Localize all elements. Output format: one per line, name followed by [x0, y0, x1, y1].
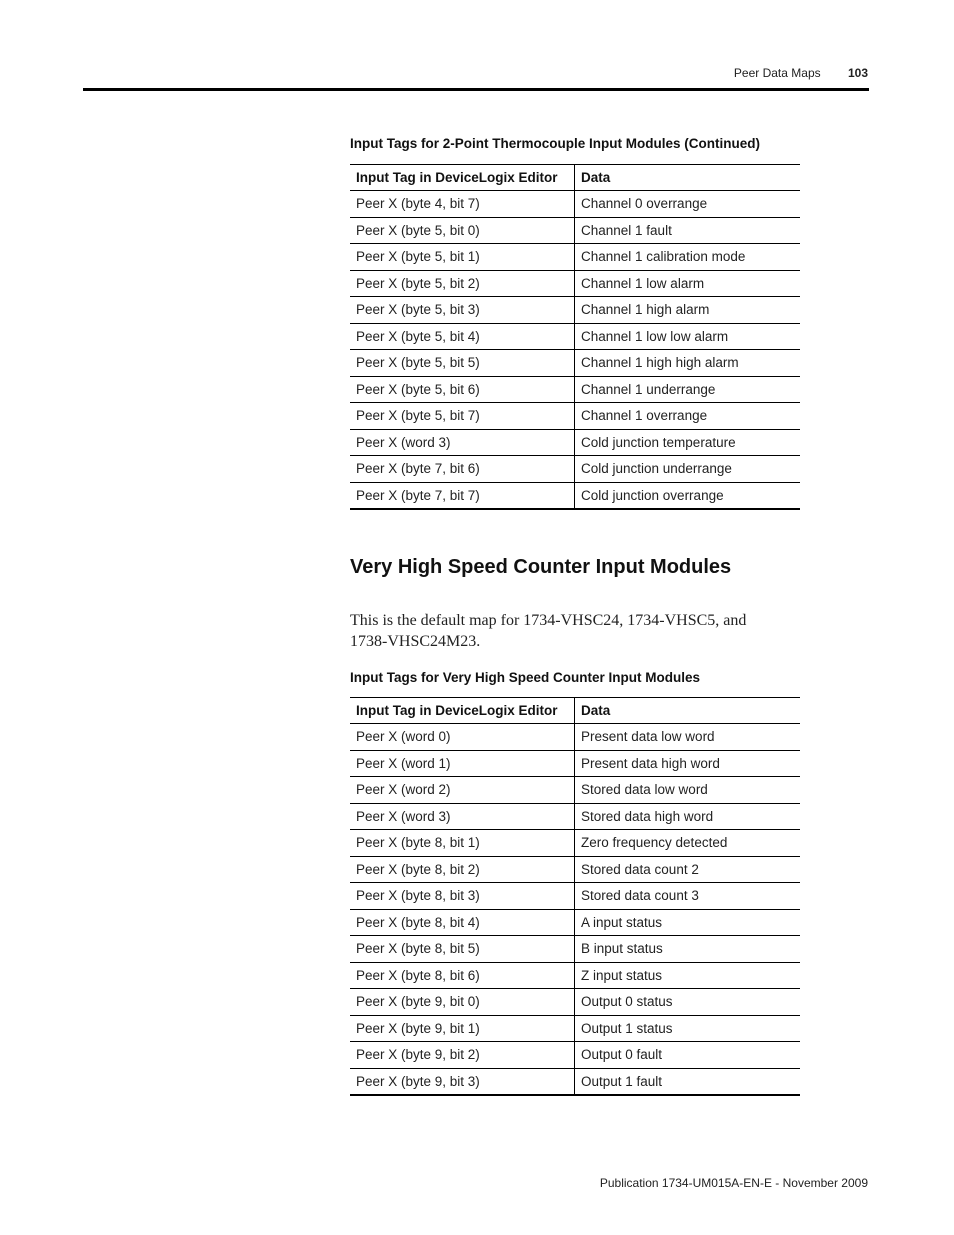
section-body-text: This is the default map for 1734-VHSC24, 1734-VHSC5, and 1738-VHSC24M23. [350, 612, 747, 650]
input-tag-cell: Peer X (byte 9, bit 0) [350, 989, 575, 1016]
data-cell: Output 0 status [575, 989, 801, 1016]
data-cell: Present data low word [575, 724, 801, 751]
input-tag-cell: Peer X (byte 8, bit 3) [350, 883, 575, 910]
input-tag-cell: Peer X (word 1) [350, 750, 575, 777]
input-tag-cell: Peer X (byte 7, bit 7) [350, 482, 575, 509]
input-tag-cell: Peer X (byte 8, bit 4) [350, 909, 575, 936]
data-cell: Channel 1 high alarm [575, 297, 801, 324]
table-row [350, 482, 800, 509]
data-cell: Channel 1 high high alarm [575, 350, 801, 377]
table-row [350, 803, 800, 830]
table1-caption: Input Tags for 2-Point Thermocouple Input Modules (Continued) [350, 136, 760, 151]
data-cell: Z input status [575, 962, 801, 989]
data-cell: Channel 1 low low alarm [575, 323, 801, 350]
publication-footer: Publication 1734-UM015A-EN-E - November 2009 [599, 1176, 868, 1190]
data-cell: Stored data low word [575, 777, 801, 804]
data-cell: Cold junction temperature [575, 429, 801, 456]
input-tag-cell: Peer X (byte 5, bit 0) [350, 217, 575, 244]
table-header-row [350, 165, 800, 191]
data-cell: Cold junction underrange [575, 456, 801, 483]
table-row [350, 989, 800, 1016]
data-cell: Channel 1 calibration mode [575, 244, 801, 271]
data-cell: Stored data count 3 [575, 883, 801, 910]
header-section-title: Peer Data Maps [733, 66, 821, 80]
data-cell: Channel 1 fault [575, 217, 801, 244]
table-row [350, 376, 800, 403]
input-tag-cell: Peer X (byte 9, bit 2) [350, 1042, 575, 1069]
table-row [350, 830, 800, 857]
running-header [734, 66, 868, 80]
table-row [350, 1015, 800, 1042]
section-heading: Very High Speed Counter Input Modules [350, 556, 732, 578]
input-tag-cell: Peer X (word 3) [350, 429, 575, 456]
table-row [350, 297, 800, 324]
table-row [350, 244, 800, 271]
table1-body [350, 191, 800, 510]
input-tag-cell: Peer X (byte 9, bit 3) [350, 1068, 575, 1095]
table-row [350, 750, 800, 777]
vhsc-input-tags-table [350, 697, 800, 1096]
data-cell: A input status [575, 909, 801, 936]
table-row [350, 403, 800, 430]
table-row [350, 270, 800, 297]
input-tag-cell: Peer X (byte 5, bit 5) [350, 350, 575, 377]
table-row [350, 962, 800, 989]
data-cell: Channel 0 overrange [575, 191, 801, 218]
thermocouple-input-tags-table [350, 164, 800, 510]
input-tag-cell: Peer X (byte 7, bit 6) [350, 456, 575, 483]
input-tag-cell: Peer X (byte 5, bit 4) [350, 323, 575, 350]
input-tag-cell: Peer X (byte 5, bit 1) [350, 244, 575, 271]
table-row [350, 350, 800, 377]
input-tag-cell: Peer X (word 3) [350, 803, 575, 830]
table2-caption: Input Tags for Very High Speed Counter Input Modules [350, 670, 701, 685]
data-cell: Channel 1 low alarm [575, 270, 801, 297]
input-tag-cell: Peer X (byte 9, bit 1) [350, 1015, 575, 1042]
input-tag-cell: Peer X (byte 8, bit 5) [350, 936, 575, 963]
table-row [350, 777, 800, 804]
header-rule [83, 88, 869, 91]
table-row [350, 1068, 800, 1095]
input-tag-cell: Peer X (byte 4, bit 7) [350, 191, 575, 218]
input-tag-cell: Peer X (word 2) [350, 777, 575, 804]
column-header-input-tag: Input Tag in DeviceLogix Editor [350, 165, 575, 191]
data-cell: B input status [575, 936, 801, 963]
table-row [350, 191, 800, 218]
input-tag-cell: Peer X (byte 8, bit 1) [350, 830, 575, 857]
table-row [350, 724, 800, 751]
data-cell: Stored data high word [575, 803, 801, 830]
table2-body [350, 724, 800, 1096]
table-row [350, 936, 800, 963]
table-row [350, 456, 800, 483]
table-row [350, 909, 800, 936]
input-tag-cell: Peer X (byte 5, bit 7) [350, 403, 575, 430]
data-cell: Zero frequency detected [575, 830, 801, 857]
input-tag-cell: Peer X (byte 5, bit 6) [350, 376, 575, 403]
data-cell: Output 1 status [575, 1015, 801, 1042]
input-tag-cell: Peer X (byte 5, bit 3) [350, 297, 575, 324]
data-cell: Cold junction overrange [575, 482, 801, 509]
column-header-input-tag: Input Tag in DeviceLogix Editor [350, 698, 575, 724]
input-tag-cell: Peer X (byte 8, bit 6) [350, 962, 575, 989]
data-cell: Output 0 fault [575, 1042, 801, 1069]
column-header-data: Data [575, 698, 801, 724]
table-row [350, 217, 800, 244]
data-cell: Channel 1 underrange [575, 376, 801, 403]
input-tag-cell: Peer X (byte 8, bit 2) [350, 856, 575, 883]
input-tag-cell: Peer X (byte 5, bit 2) [350, 270, 575, 297]
table-row [350, 429, 800, 456]
table-row [350, 323, 800, 350]
table-row [350, 856, 800, 883]
data-cell: Stored data count 2 [575, 856, 801, 883]
page-number: 103 [847, 66, 868, 80]
table-row [350, 1042, 800, 1069]
table-row [350, 883, 800, 910]
input-tag-cell: Peer X (word 0) [350, 724, 575, 751]
table-header-row [350, 698, 800, 724]
data-cell: Output 1 fault [575, 1068, 801, 1095]
column-header-data: Data [575, 165, 801, 191]
data-cell: Channel 1 overrange [575, 403, 801, 430]
data-cell: Present data high word [575, 750, 801, 777]
